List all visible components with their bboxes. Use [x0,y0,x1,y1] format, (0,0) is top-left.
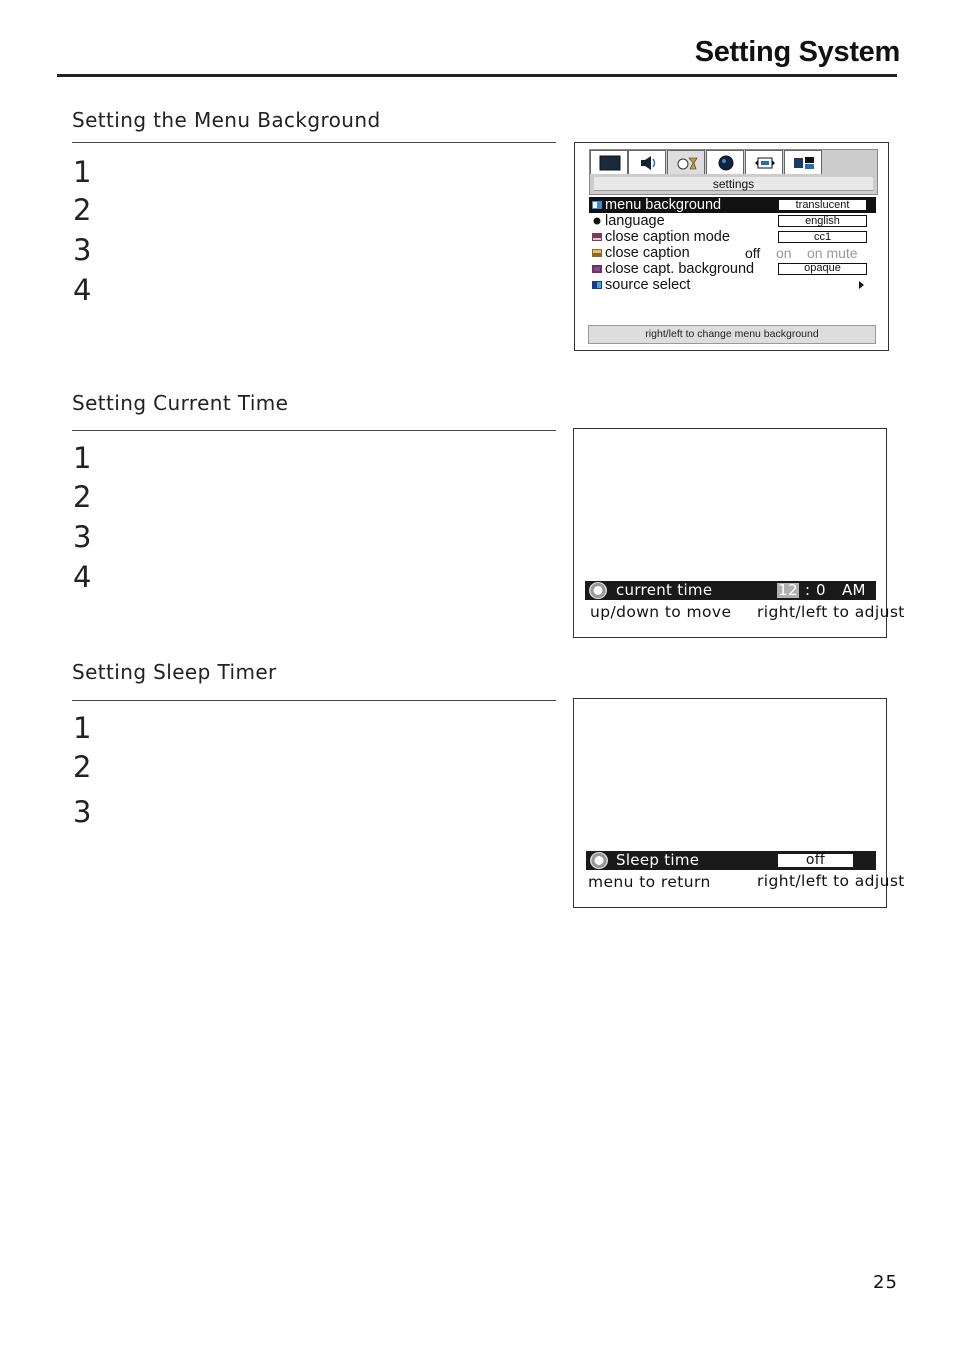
menu-row-value: english [778,215,867,227]
caption-option-off[interactable]: off [745,245,761,261]
sleep-time-label: Sleep time [616,851,700,869]
tab-channel[interactable] [706,150,744,174]
hour-field[interactable]: 12 [778,581,798,599]
menu-tab-bar [589,149,878,195]
settings-menu-screen [574,142,889,351]
menu-row-close-caption[interactable] [589,245,876,261]
source-select-icon [592,281,602,289]
step-number: 3 [73,795,92,829]
menu-row-label: close caption [605,245,690,261]
caption-option-on[interactable]: on [776,245,792,261]
menu-row-label: close capt. background [605,261,755,277]
tab-source[interactable] [784,150,822,174]
tab-caption: settings [594,177,873,191]
period-field[interactable]: AM [842,581,866,599]
step-number: 3 [73,520,92,554]
clock-icon [589,582,607,599]
section-heading-sleep-timer: Setting Sleep Timer [72,660,277,684]
tab-screen[interactable] [745,150,783,174]
sleep-time-bar[interactable] [586,851,876,870]
page-title: Setting System [694,36,900,68]
current-time-label: current time [616,581,713,599]
step-number: 3 [73,233,92,267]
sleep-time-value[interactable]: off [778,854,853,867]
tab-sound[interactable] [628,150,666,174]
tab-settings[interactable] [667,150,705,174]
menu-row-close-capt-background[interactable] [589,261,876,277]
sleep-timer-screen [573,698,905,908]
hint-up-down: up/down to move [590,603,732,621]
source-icon [793,155,815,171]
hint-right-left: right/left to adjust [757,872,905,890]
step-number: 1 [73,441,92,475]
page-number: 25 [873,1272,898,1293]
section-heading-current-time: Setting Current Time [72,391,289,415]
sound-icon [637,155,659,171]
caption-option-on-mute[interactable]: on mute [807,245,858,261]
clock-icon [590,852,608,869]
step-number: 4 [73,560,92,594]
channel-icon [715,155,737,171]
section-rule [72,142,556,143]
menu-row-language[interactable] [589,213,876,229]
minute-field[interactable]: 0 [816,581,826,599]
menu-row-value: translucent [778,199,867,211]
step-number: 1 [73,155,92,189]
caption-background-icon [592,265,602,273]
caption-icon [592,249,602,257]
screen-icon [754,155,776,171]
language-icon [592,217,602,225]
step-number: 1 [73,711,92,745]
menu-row-value: cc1 [778,231,867,243]
step-number: 2 [73,750,92,784]
hint-menu-return: menu to return [588,873,711,891]
step-number: 2 [73,480,92,514]
menu-row-menu-background[interactable] [589,197,876,213]
chevron-right-icon [859,281,864,289]
settings-icon [676,155,698,171]
menu-row-close-caption-mode[interactable] [589,229,876,245]
section-heading-menu-background: Setting the Menu Background [72,108,381,132]
menu-row-label: language [605,213,665,229]
title-rule [57,74,897,77]
menu-hint: right/left to change menu background [588,325,876,344]
section-rule [72,430,556,431]
hint-right-left: right/left to adjust [757,603,905,621]
current-time-bar[interactable] [585,581,876,600]
menu-row-value: opaque [778,263,867,275]
menu-row-source-select[interactable] [589,277,876,293]
section-rule [72,700,556,701]
menu-row-label: source select [605,277,691,293]
step-number: 2 [73,193,92,227]
menu-background-icon [592,201,602,209]
tab-picture[interactable] [590,150,628,174]
menu-row-label: menu background [605,197,722,213]
step-number: 4 [73,273,92,307]
current-time-screen [573,428,905,638]
picture-icon [599,155,621,171]
time-separator: : [805,581,811,599]
menu-row-label: close caption mode [605,229,730,245]
caption-mode-icon [592,233,602,241]
